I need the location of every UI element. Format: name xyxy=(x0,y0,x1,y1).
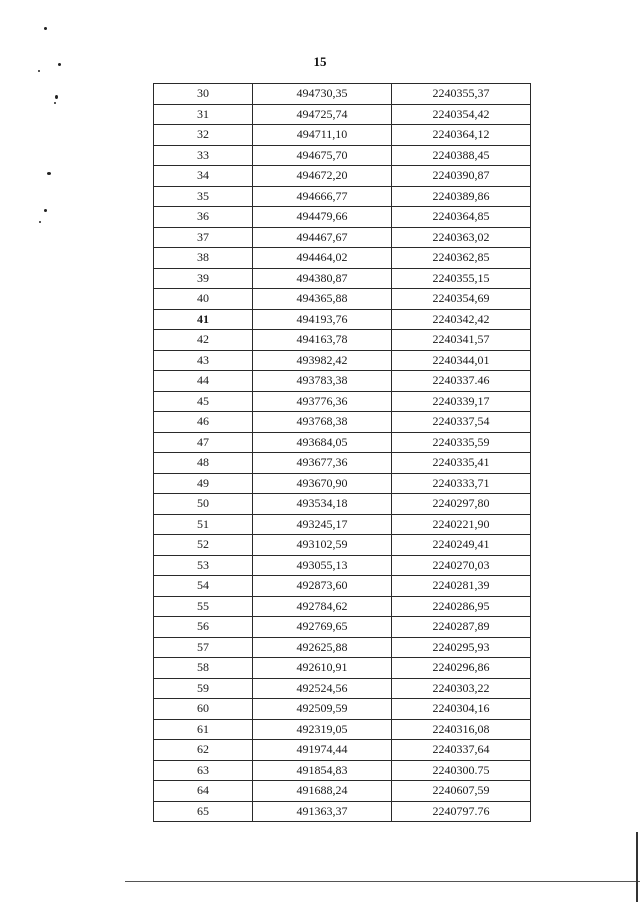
scan-speck xyxy=(38,70,40,72)
point-number-cell: 62 xyxy=(154,740,253,761)
y-coordinate-cell: 2240303,22 xyxy=(392,678,531,699)
y-coordinate-cell: 2240344,01 xyxy=(392,350,531,371)
y-coordinate-cell: 2240281,39 xyxy=(392,576,531,597)
table-row xyxy=(154,658,531,679)
table-row xyxy=(154,248,531,269)
point-number-cell: 51 xyxy=(154,514,253,535)
x-coordinate-cell: 492873,60 xyxy=(253,576,392,597)
point-number-cell: 58 xyxy=(154,658,253,679)
table-row xyxy=(154,330,531,351)
x-coordinate-cell: 492625,88 xyxy=(253,637,392,658)
x-coordinate-cell: 494380,87 xyxy=(253,268,392,289)
x-coordinate-cell: 494163,78 xyxy=(253,330,392,351)
table-row xyxy=(154,350,531,371)
x-coordinate-cell: 493982,42 xyxy=(253,350,392,371)
x-coordinate-cell: 494711,10 xyxy=(253,125,392,146)
table-row xyxy=(154,145,531,166)
y-coordinate-cell: 2240355,15 xyxy=(392,268,531,289)
y-coordinate-cell: 2240249,41 xyxy=(392,535,531,556)
table-row xyxy=(154,207,531,228)
y-coordinate-cell: 2240364,85 xyxy=(392,207,531,228)
scan-speck xyxy=(54,102,56,104)
x-coordinate-cell: 492524,56 xyxy=(253,678,392,699)
point-number-cell: 44 xyxy=(154,371,253,392)
table-row xyxy=(154,412,531,433)
y-coordinate-cell: 2240335,59 xyxy=(392,432,531,453)
x-coordinate-cell: 494675,70 xyxy=(253,145,392,166)
point-number-cell: 41 xyxy=(154,309,253,330)
y-coordinate-cell: 2240341,57 xyxy=(392,330,531,351)
point-number-cell: 52 xyxy=(154,535,253,556)
y-coordinate-cell: 2240316,08 xyxy=(392,719,531,740)
x-coordinate-cell: 493534,18 xyxy=(253,494,392,515)
x-coordinate-cell: 492319,05 xyxy=(253,719,392,740)
point-number-cell: 31 xyxy=(154,104,253,125)
point-number-cell: 33 xyxy=(154,145,253,166)
x-coordinate-cell: 491688,24 xyxy=(253,781,392,802)
page-number: 15 xyxy=(313,54,327,69)
x-coordinate-cell: 494666,77 xyxy=(253,186,392,207)
scan-speck xyxy=(39,221,41,223)
scan-speck xyxy=(55,95,58,99)
coordinates-table-body xyxy=(154,84,531,822)
y-coordinate-cell: 2240296,86 xyxy=(392,658,531,679)
table-row xyxy=(154,514,531,535)
footer-rule xyxy=(125,881,640,882)
x-coordinate-cell: 494467,67 xyxy=(253,227,392,248)
x-coordinate-cell: 493677,36 xyxy=(253,453,392,474)
x-coordinate-cell: 493684,05 xyxy=(253,432,392,453)
point-number-cell: 48 xyxy=(154,453,253,474)
point-number-cell: 38 xyxy=(154,248,253,269)
table-row xyxy=(154,740,531,761)
table-row xyxy=(154,719,531,740)
point-number-cell: 59 xyxy=(154,678,253,699)
point-number-cell: 32 xyxy=(154,125,253,146)
y-coordinate-cell: 2240354,42 xyxy=(392,104,531,125)
y-coordinate-cell: 2240363,02 xyxy=(392,227,531,248)
y-coordinate-cell: 2240295,93 xyxy=(392,637,531,658)
table-row xyxy=(154,617,531,638)
x-coordinate-cell: 492509,59 xyxy=(253,699,392,720)
point-number-cell: 60 xyxy=(154,699,253,720)
table-row xyxy=(154,596,531,617)
y-coordinate-cell: 2240304,16 xyxy=(392,699,531,720)
x-coordinate-cell: 493783,38 xyxy=(253,371,392,392)
x-coordinate-cell: 493055,13 xyxy=(253,555,392,576)
table-row xyxy=(154,801,531,822)
x-coordinate-cell: 493768,38 xyxy=(253,412,392,433)
scan-speck xyxy=(47,172,51,175)
x-coordinate-cell: 491854,83 xyxy=(253,760,392,781)
x-coordinate-cell: 494730,35 xyxy=(253,84,392,105)
table-row xyxy=(154,166,531,187)
y-coordinate-cell: 2240270,03 xyxy=(392,555,531,576)
table-row xyxy=(154,227,531,248)
point-number-cell: 36 xyxy=(154,207,253,228)
point-number-cell: 63 xyxy=(154,760,253,781)
point-number-cell: 50 xyxy=(154,494,253,515)
point-number-cell: 43 xyxy=(154,350,253,371)
point-number-cell: 61 xyxy=(154,719,253,740)
y-coordinate-cell: 2240337.46 xyxy=(392,371,531,392)
x-coordinate-cell: 493670,90 xyxy=(253,473,392,494)
x-coordinate-cell: 494464,02 xyxy=(253,248,392,269)
table-row xyxy=(154,453,531,474)
point-number-cell: 64 xyxy=(154,781,253,802)
point-number-cell: 49 xyxy=(154,473,253,494)
x-coordinate-cell: 494725,74 xyxy=(253,104,392,125)
point-number-cell: 45 xyxy=(154,391,253,412)
scan-speck xyxy=(58,63,61,66)
x-coordinate-cell: 494193,76 xyxy=(253,309,392,330)
point-number-cell: 47 xyxy=(154,432,253,453)
point-number-cell: 35 xyxy=(154,186,253,207)
point-number-cell: 30 xyxy=(154,84,253,105)
coordinates-table xyxy=(153,83,531,822)
y-coordinate-cell: 2240333,71 xyxy=(392,473,531,494)
point-number-cell: 42 xyxy=(154,330,253,351)
y-coordinate-cell: 2240354,69 xyxy=(392,289,531,310)
y-coordinate-cell: 2240389,86 xyxy=(392,186,531,207)
table-row xyxy=(154,678,531,699)
table-row xyxy=(154,289,531,310)
y-coordinate-cell: 2240364,12 xyxy=(392,125,531,146)
x-coordinate-cell: 492784,62 xyxy=(253,596,392,617)
point-number-cell: 57 xyxy=(154,637,253,658)
y-coordinate-cell: 2240797.76 xyxy=(392,801,531,822)
x-coordinate-cell: 491974,44 xyxy=(253,740,392,761)
y-coordinate-cell: 2240287,89 xyxy=(392,617,531,638)
table-row xyxy=(154,268,531,289)
y-coordinate-cell: 2240339,17 xyxy=(392,391,531,412)
scan-speck xyxy=(44,27,47,30)
x-coordinate-cell: 491363,37 xyxy=(253,801,392,822)
x-coordinate-cell: 492769,65 xyxy=(253,617,392,638)
point-number-cell: 37 xyxy=(154,227,253,248)
point-number-cell: 56 xyxy=(154,617,253,638)
x-coordinate-cell: 494479,66 xyxy=(253,207,392,228)
x-coordinate-cell: 494365,88 xyxy=(253,289,392,310)
y-coordinate-cell: 2240286,95 xyxy=(392,596,531,617)
y-coordinate-cell: 2240337,64 xyxy=(392,740,531,761)
y-coordinate-cell: 2240335,41 xyxy=(392,453,531,474)
y-coordinate-cell: 2240337,54 xyxy=(392,412,531,433)
table-row xyxy=(154,494,531,515)
table-row xyxy=(154,535,531,556)
point-number-cell: 46 xyxy=(154,412,253,433)
table-row xyxy=(154,391,531,412)
y-coordinate-cell: 2240297,80 xyxy=(392,494,531,515)
y-coordinate-cell: 2240300.75 xyxy=(392,760,531,781)
table-row xyxy=(154,104,531,125)
point-number-cell: 53 xyxy=(154,555,253,576)
y-coordinate-cell: 2240342,42 xyxy=(392,309,531,330)
point-number-cell: 55 xyxy=(154,596,253,617)
table-row xyxy=(154,699,531,720)
y-coordinate-cell: 2240355,37 xyxy=(392,84,531,105)
point-number-cell: 65 xyxy=(154,801,253,822)
table-row xyxy=(154,473,531,494)
table-row xyxy=(154,309,531,330)
table-row xyxy=(154,781,531,802)
table-row xyxy=(154,371,531,392)
x-coordinate-cell: 493245,17 xyxy=(253,514,392,535)
y-coordinate-cell: 2240362,85 xyxy=(392,248,531,269)
table-row xyxy=(154,555,531,576)
x-coordinate-cell: 494672,20 xyxy=(253,166,392,187)
point-number-cell: 54 xyxy=(154,576,253,597)
table-row xyxy=(154,760,531,781)
table-row xyxy=(154,186,531,207)
x-coordinate-cell: 493102,59 xyxy=(253,535,392,556)
table-row xyxy=(154,125,531,146)
table-row xyxy=(154,576,531,597)
x-coordinate-cell: 493776,36 xyxy=(253,391,392,412)
table-row xyxy=(154,84,531,105)
point-number-cell: 34 xyxy=(154,166,253,187)
y-coordinate-cell: 2240388,45 xyxy=(392,145,531,166)
y-coordinate-cell: 2240390,87 xyxy=(392,166,531,187)
scan-speck xyxy=(44,209,47,212)
table-row xyxy=(154,432,531,453)
y-coordinate-cell: 2240607,59 xyxy=(392,781,531,802)
point-number-cell: 40 xyxy=(154,289,253,310)
table-row xyxy=(154,637,531,658)
scan-edge-mark xyxy=(636,832,638,902)
point-number-cell: 39 xyxy=(154,268,253,289)
x-coordinate-cell: 492610,91 xyxy=(253,658,392,679)
y-coordinate-cell: 2240221,90 xyxy=(392,514,531,535)
